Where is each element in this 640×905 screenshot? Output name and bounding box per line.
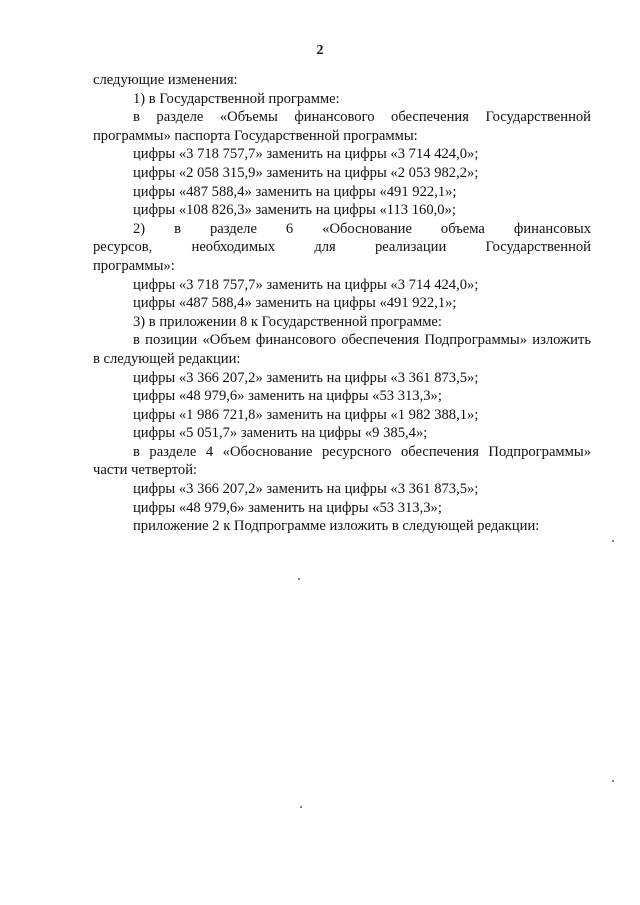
paragraph-figures: цифры «48 979,6» заменить на цифры «53 313,3»; [133, 388, 442, 405]
scan-speck [298, 578, 300, 580]
paragraph-figures: цифры «3 718 757,7» заменить на цифры «3 714 424,0»; [133, 276, 479, 293]
scan-speck [300, 806, 302, 808]
page-number: 2 [316, 43, 324, 58]
paragraph-position: в позиции «Объем финансового обеспечения Подпрограммы» изложить в следующей редакции: [93, 332, 591, 367]
scan-speck [612, 540, 614, 542]
paragraph-figures: цифры «108 826,3» заменить на цифры «113 160,0»; [133, 202, 456, 219]
paragraph-section-funding: в разделе «Объемы финансового обеспечения Государственной программы» паспорта Государственной программы: [93, 109, 591, 144]
paragraph-figures: цифры «2 058 315,9» заменить на цифры «2 053 982,2»; [133, 164, 479, 181]
paragraph-figures: цифры «48 979,6» заменить на цифры «53 313,3»; [133, 499, 442, 516]
document-body [93, 71, 591, 536]
paragraph-item-3: 3) в приложении 8 к Государственной программе: [133, 313, 442, 330]
paragraph-figures: цифры «5 051,7» заменить на цифры «9 385,4»; [133, 425, 428, 442]
paragraph-appendix: приложение 2 к Подпрограмме изложить в следующей редакции: [133, 518, 540, 535]
paragraph-intro: следующие изменения: [93, 72, 238, 88]
paragraph-item-2: 2) в разделе 6 «Обоснование объема финансовых ресурсов, необходимых для реализации Государственной программы»: [93, 220, 591, 274]
paragraph-figures: цифры «487 588,4» заменить на цифры «491 922,1»; [133, 295, 457, 312]
paragraph-figures: цифры «3 366 207,2» заменить на цифры «3 361 873,5»; [133, 481, 479, 498]
paragraph-item-1: 1) в Государственной программе: [133, 90, 340, 107]
paragraph-figures: цифры «1 986 721,8» заменить на цифры «1 982 388,1»; [133, 406, 479, 423]
paragraph-section-4: в разделе 4 «Обоснование ресурсного обеспечения Подпрограммы» части четвертой: [93, 443, 591, 479]
paragraph-figures: цифры «3 718 757,7» заменить на цифры «3 714 424,0»; [133, 146, 479, 163]
paragraph-figures: цифры «487 588,4» заменить на цифры «491 922,1»; [133, 183, 457, 200]
scan-speck [612, 780, 614, 782]
paragraph-figures: цифры «3 366 207,2» заменить на цифры «3 361 873,5»; [133, 369, 479, 386]
